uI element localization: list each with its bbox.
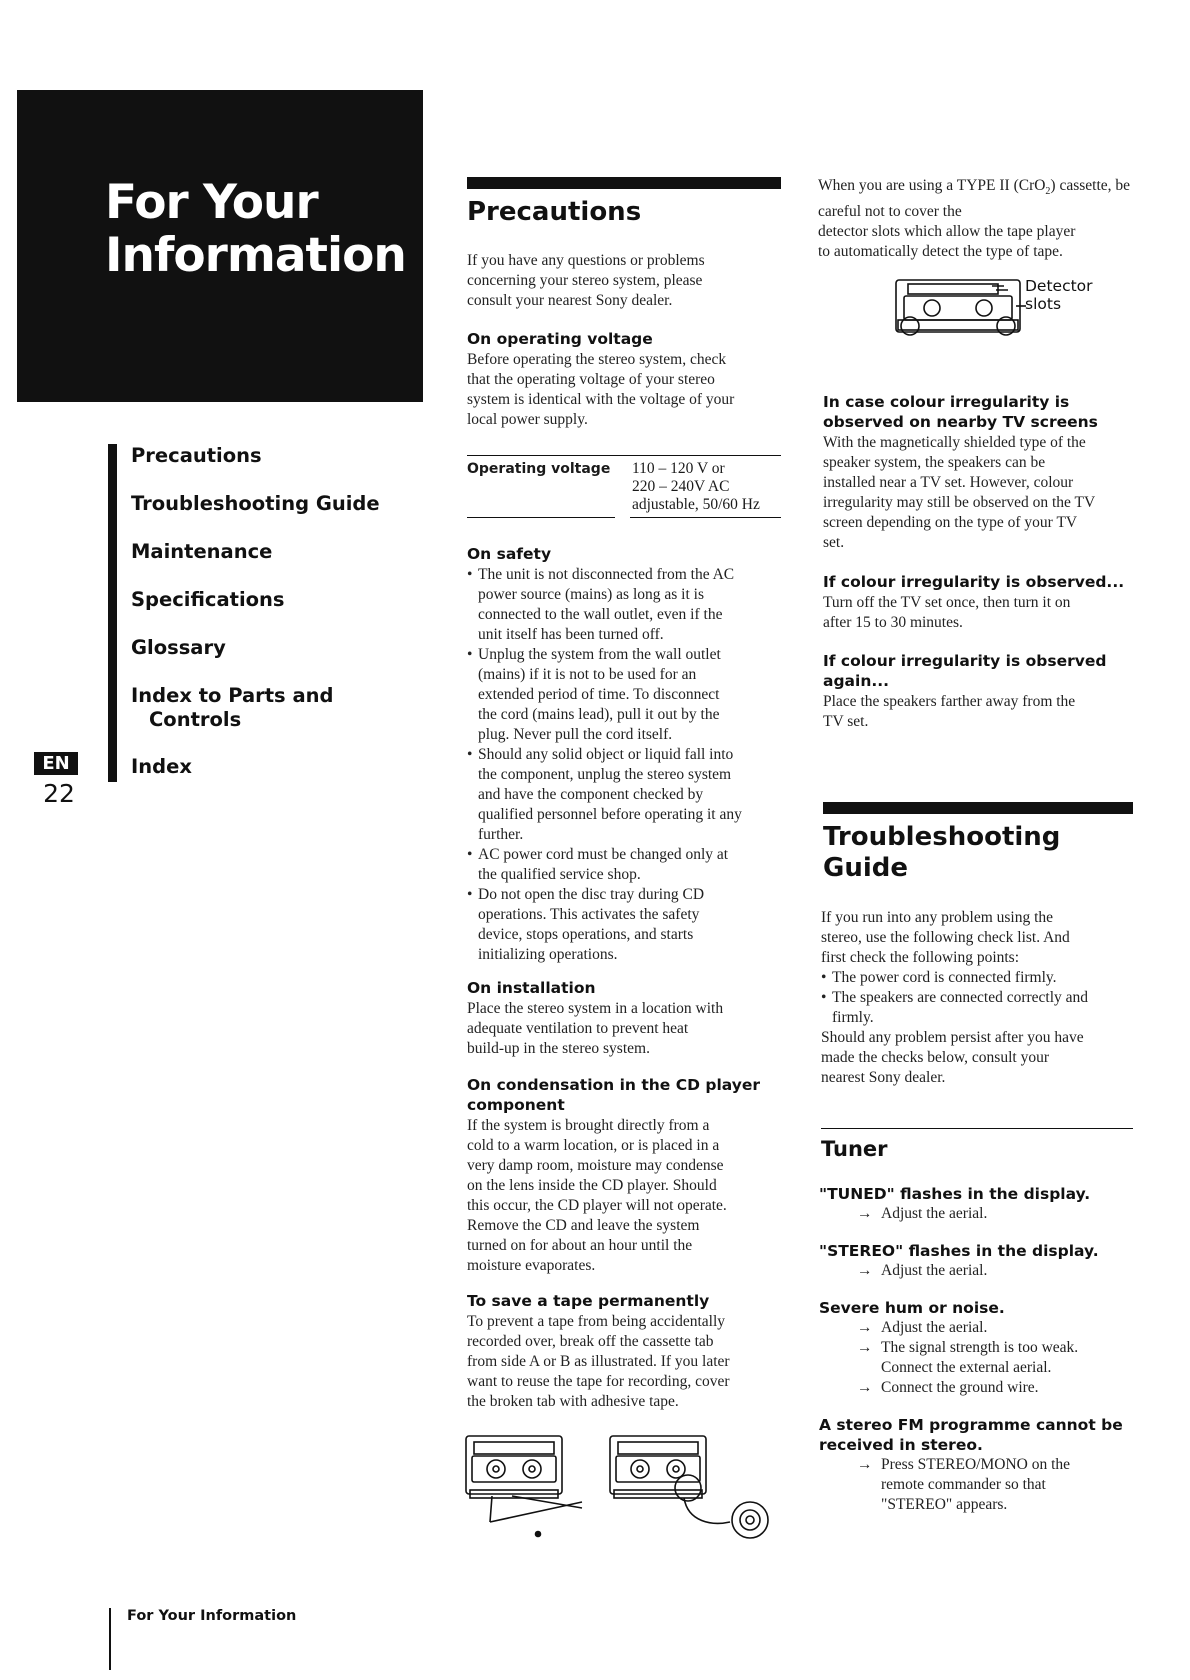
arrow-right-icon: →	[857, 1262, 873, 1279]
cassette-detector-illustration	[892, 276, 1028, 344]
bullet-icon: •	[467, 886, 473, 903]
installation-body: Place the stereo system in a location with adequate ventilation to prevent heat build-up in the stereo system.	[467, 1000, 724, 1057]
bullet-icon: •	[467, 646, 473, 663]
cassette-icon	[896, 280, 1020, 332]
toc-item-specifications[interactable]: Specifications	[131, 588, 285, 611]
footer-bar	[109, 1608, 111, 1670]
safety-bullet-item: • Should any solid object or liquid fall into the component, unplug the stereo system and have the component checked by qualified personnel before operating it any further.	[467, 746, 742, 843]
bullet-icon: •	[821, 969, 827, 986]
arrow-right-icon: →	[857, 1319, 873, 1336]
section-title: For Your Information	[105, 175, 406, 283]
arrow-right-icon: →	[857, 1379, 873, 1396]
bullet-icon: •	[467, 566, 473, 583]
running-footer: For Your Information	[127, 1608, 297, 1624]
language-badge: EN	[34, 752, 78, 775]
tuner-problem-heading: "STEREO" flashes in the display.	[819, 1242, 1099, 1260]
tuner-remedy: → Connect the ground wire.	[857, 1379, 1039, 1396]
toc-item-index[interactable]: Index	[131, 755, 192, 778]
page-number: 22	[43, 779, 75, 808]
observed-heading: If colour irregularity is observed...	[823, 573, 1125, 591]
tuner-remedy: → The signal strength is too weak. Connect the external aerial.	[857, 1339, 1079, 1376]
check-bullet-item: • The speakers are connected correctly and firmly.	[821, 989, 1089, 1026]
check-bullet-item: • The power cord is connected firmly.	[821, 969, 1057, 986]
bullet-icon: •	[821, 989, 827, 1006]
toc-bar	[108, 444, 117, 782]
safety-list	[467, 565, 789, 965]
condensation-body: If the system is brought directly from a cold to a warm location, or is placed in a very damp room, moisture may condense on the lens inside the CD player. Should this occur, the CD player will not operate. Remove the CD and leave the system turned on for about an hour until the moisture evaporates.	[467, 1117, 727, 1274]
toc-item-precautions[interactable]: Precautions	[131, 444, 262, 467]
safety-bullet-item: • Do not open the disc tray during CD operations. This activates the safety device, stops operations, and starts initializing operations.	[467, 886, 705, 963]
arrow-right-icon: →	[857, 1456, 873, 1473]
troubleshooting-intro: If you run into any problem using the stereo, use the following check list. And first check the following points: • The power cord is connected firmly. • The speakers are connected correctly and firmly. Should any problem persist after you have made the checks below, consult your nearest Sony dealer.	[821, 908, 1143, 1088]
tape-body: To prevent a tape from being accidentally recorded over, break off the cassette tab from side A or B as illustrated. If you later want to reuse the tape for recording, cover the broken tab with adhesive tape.	[467, 1313, 730, 1410]
safety-bullet-item: • Unplug the system from the wall outlet (mains) if it is not to be used for an extended period of time. To disconnect the cord (mains lead), pull it out by the plug. Never pull the cord itself.	[467, 646, 721, 743]
detector-label: Detector slots	[1025, 277, 1093, 313]
colour-heading: In case colour irregularity is observed on nearby TV screens	[823, 393, 1098, 431]
troubleshooting-checks	[821, 968, 1143, 1028]
safety-bullet-item: • The unit is not disconnected from the AC power source (mains) as long as it is connected to the wall outlet, even if the unit itself has been turned off.	[467, 566, 735, 643]
tuner-remedy: → Press STEREO/MONO on the remote commander so that "STEREO" appears.	[857, 1456, 1071, 1513]
safety-bullet-item: • AC power cord must be changed only at the qualified service shop.	[467, 846, 729, 883]
voltage-table-label: Operating voltage	[467, 461, 611, 477]
tuner-remedy: → Adjust the aerial.	[857, 1319, 988, 1336]
cassette-tab-illustration	[462, 1432, 782, 1542]
bullet-icon: •	[467, 846, 473, 863]
again-body: Place the speakers farther away from the TV set.	[823, 693, 1076, 730]
troubleshooting-rule	[823, 802, 1133, 814]
tuner-rule	[821, 1128, 1133, 1129]
tuner-problem-heading: A stereo FM programme cannot be received in stereo.	[819, 1416, 1123, 1454]
cassette-left-icon	[466, 1436, 562, 1494]
arrow-right-icon: →	[857, 1205, 873, 1222]
voltage-table-value: 110 – 120 V or 220 – 240V AC adjustable, 50/60 Hz	[632, 460, 760, 513]
tuner-remedy: → Adjust the aerial.	[857, 1262, 988, 1279]
arrow-right-icon: →	[857, 1339, 873, 1356]
installation-heading: On installation	[467, 979, 596, 997]
precautions-title: Precautions	[467, 197, 642, 227]
tuner-problem	[819, 1415, 1145, 1515]
precautions-rule	[467, 177, 781, 189]
tuner-problem-heading: Severe hum or noise.	[819, 1299, 1005, 1317]
voltage-body: Before operating the stereo system, check that the operating voltage of your stereo system is identical with the voltage of your local power supply.	[467, 351, 735, 428]
troubleshooting-title: Troubleshooting Guide	[823, 822, 1061, 883]
safety-heading: On safety	[467, 545, 552, 563]
cassette-right-icon	[610, 1436, 706, 1494]
voltage-heading: On operating voltage	[467, 330, 653, 348]
tuner-title: Tuner	[821, 1137, 888, 1161]
toc-item-troubleshooting[interactable]: Troubleshooting Guide	[131, 492, 380, 515]
toc-item-maintenance[interactable]: Maintenance	[131, 540, 273, 563]
precautions-intro: If you have any questions or problems concerning your stereo system, please consult your nearest Sony dealer.	[467, 252, 705, 309]
tuner-problem	[819, 1298, 1145, 1398]
observed-body: Turn off the TV set once, then turn it on after 15 to 30 minutes.	[823, 594, 1071, 631]
toc-item-index-parts-cont[interactable]: Controls	[149, 708, 242, 731]
tuner-problem-heading: "TUNED" flashes in the display.	[819, 1185, 1091, 1203]
tape-heading: To save a tape permanently	[467, 1292, 710, 1310]
colour-body: With the magnetically shielded type of the speaker system, the speakers can be installed near a TV set. However, colour irregularity may still be observed on the TV screen depending on the type of your TV set.	[823, 434, 1096, 551]
bullet-icon: •	[467, 746, 473, 763]
condensation-heading: On condensation in the CD player component	[467, 1076, 760, 1114]
tuner-remedy: → Adjust the aerial.	[857, 1205, 988, 1222]
toc-item-glossary[interactable]: Glossary	[131, 636, 226, 659]
tuner-problem	[819, 1184, 1145, 1224]
tuner-problem-list	[819, 1184, 1145, 1532]
again-heading: If colour irregularity is observed again...	[823, 652, 1107, 690]
type2-note: When you are using a TYPE II (CrO$_2$) cassette, be careful not to cover the detector slots which allow the tape player to automatically detect the type of tape.	[818, 177, 1131, 261]
toc-item-index-parts[interactable]: Index to Parts and	[131, 684, 334, 707]
tuner-problem	[819, 1241, 1145, 1281]
